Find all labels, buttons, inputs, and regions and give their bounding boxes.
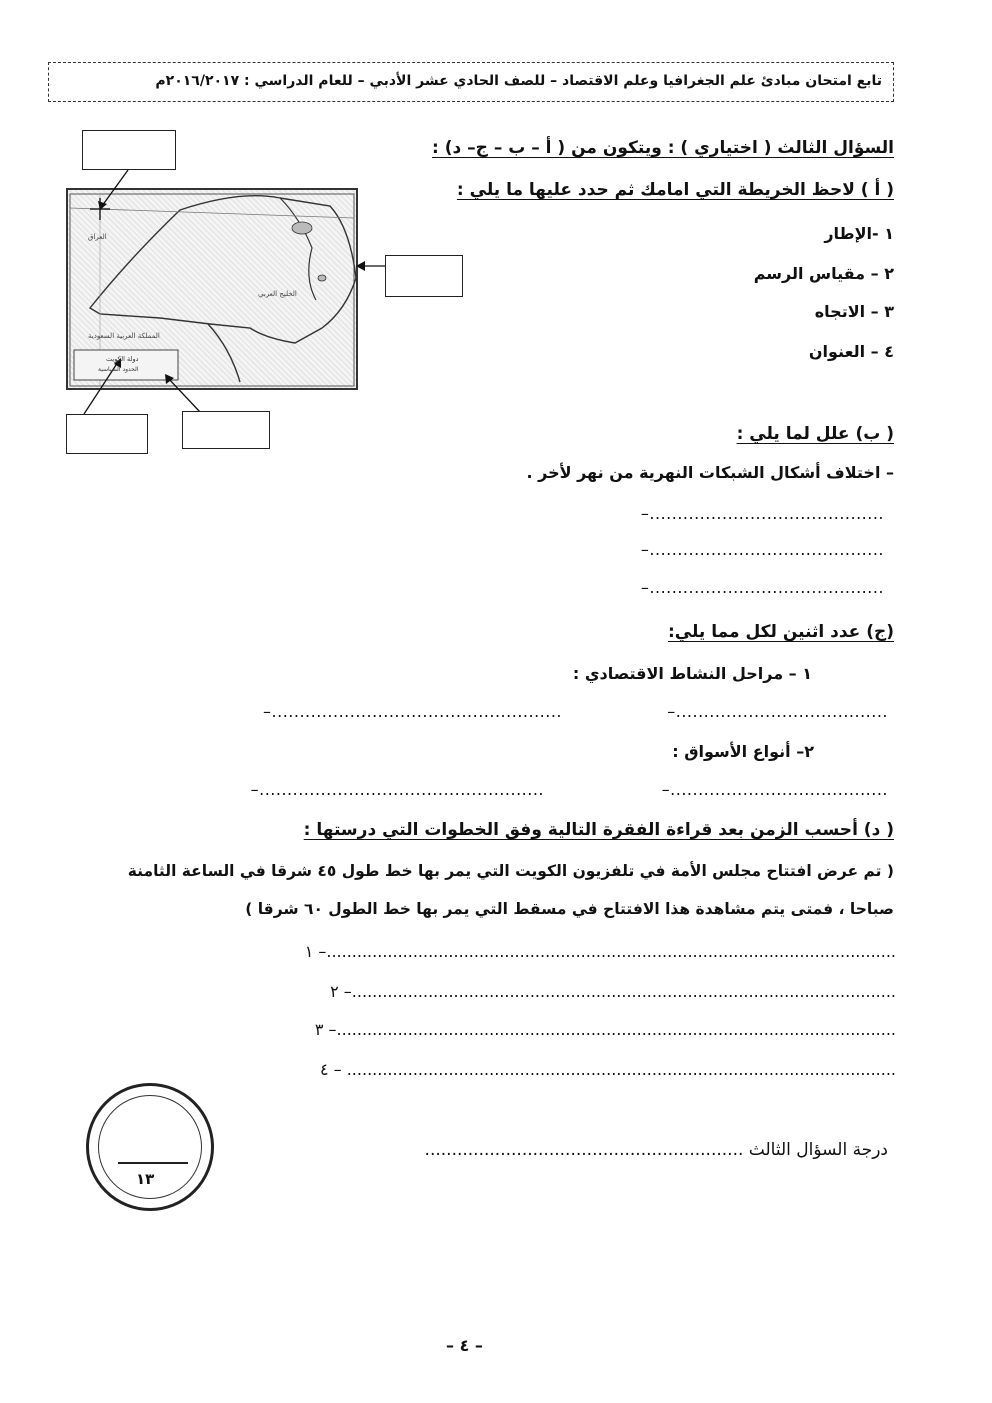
part-d-step-3[interactable]: ٣ –.............................................................................................................. — [314, 1020, 896, 1039]
part-c-q2: ٢– أنواع الأسواق : — [672, 742, 814, 761]
part-a-item-1: ١ -الإطار — [824, 224, 894, 243]
answer-box-direction[interactable] — [385, 255, 463, 297]
answer-box-frame[interactable] — [82, 130, 176, 170]
map-label-gulf: الخليج العربي — [258, 290, 297, 298]
exam-header-text: تابع امتحان مبادئ علم الجغرافيا وعلم الاقتصاد – للصف الحادي عشر الأدبي – للعام الدراسي : ٢٠١٦/٢٠١٧م — [155, 73, 882, 89]
map-south-border — [208, 324, 240, 382]
part-b-title: ( ب) علل لما يلي : — [736, 424, 894, 444]
part-a-item-4: ٤ – العنوان — [808, 342, 894, 361]
grade-value: ١٣ — [136, 1170, 155, 1188]
part-a-title: ( أ ) لاحظ الخريطة التي امامك ثم حدد عليها ما يلي : — [456, 180, 894, 200]
part-c-q1-line-2[interactable]: –.................................................... — [263, 702, 562, 721]
part-b-answer-line-3[interactable]: –.......................................... — [640, 578, 884, 597]
part-c-q2-line-1[interactable]: –....................................... — [661, 780, 888, 799]
part-b-answer-line-1[interactable]: –.......................................... — [640, 504, 884, 523]
arrow-to-gulf-head — [356, 261, 365, 271]
part-c-q1: ١ – مراحل النشاط الاقتصادي : — [572, 664, 812, 683]
part-d-paragraph-line-2: صباحا ، فمتى يتم مشاهدة هذا الافتتاح في مسقط التي يمر بها خط الطول ٦٠ شرقا ) — [245, 900, 894, 918]
map-grid-line — [70, 208, 354, 218]
part-d-paragraph-line-1: ( تم عرض افتتاح مجلس الأمة في تلفزيون الكويت التي يمر بها خط طول ٤٥ شرقا في الساعة الثامنة — [127, 862, 894, 880]
answer-box-title[interactable] — [66, 414, 148, 454]
part-d-step-1[interactable]: ١ –................................................................................................................ — [304, 942, 896, 961]
part-c-title: (ج) عدد اثنين لكل مما يلي: — [668, 622, 894, 642]
map-island — [292, 222, 312, 234]
arrow-to-scale — [168, 378, 200, 412]
grade-label: درجة السؤال الثالث ........................................................... — [424, 1140, 888, 1160]
part-d-step-4[interactable]: ٤ – ............................................................................................................ — [319, 1060, 896, 1079]
part-c-q2-line-2[interactable]: –................................................... — [250, 780, 544, 799]
part-b-prompt: – اختلاف أشكال الشبكات النهرية من نهر لأخر . — [526, 463, 894, 482]
map-island — [318, 275, 326, 281]
part-a-item-2: ٢ – مقياس الرسم — [753, 264, 894, 283]
page-number: – ٤ – — [446, 1336, 483, 1355]
map-legend-title: دولة الكويت — [106, 355, 139, 363]
grade-fraction-line — [118, 1162, 188, 1164]
arrow-to-frame — [102, 170, 128, 206]
map-label-saudi: المملكة العربية السعودية — [88, 332, 160, 340]
part-c-q1-line-1[interactable]: –...................................... — [667, 702, 888, 721]
part-d-step-2[interactable]: ٢ –........................................................................................................... — [330, 982, 896, 1001]
part-d-title: ( د) أحسب الزمن بعد قراءة الفقرة التالية وفق الخطوات التي درستها : — [303, 820, 894, 840]
part-b-answer-line-2[interactable]: –.......................................... — [640, 540, 884, 559]
map-border-path — [90, 196, 356, 343]
question3-title: السؤال الثالث ( اختياري ) : ويتكون من ( أ – ب – ج– د) : — [432, 138, 894, 158]
map-legend-line: الحدود السياسية — [98, 366, 139, 373]
part-a-item-3: ٣ – الاتجاه — [814, 302, 894, 321]
map-coast-path — [280, 198, 316, 300]
map-label-iraq: العراق — [88, 233, 107, 241]
answer-box-scale[interactable] — [182, 411, 270, 449]
